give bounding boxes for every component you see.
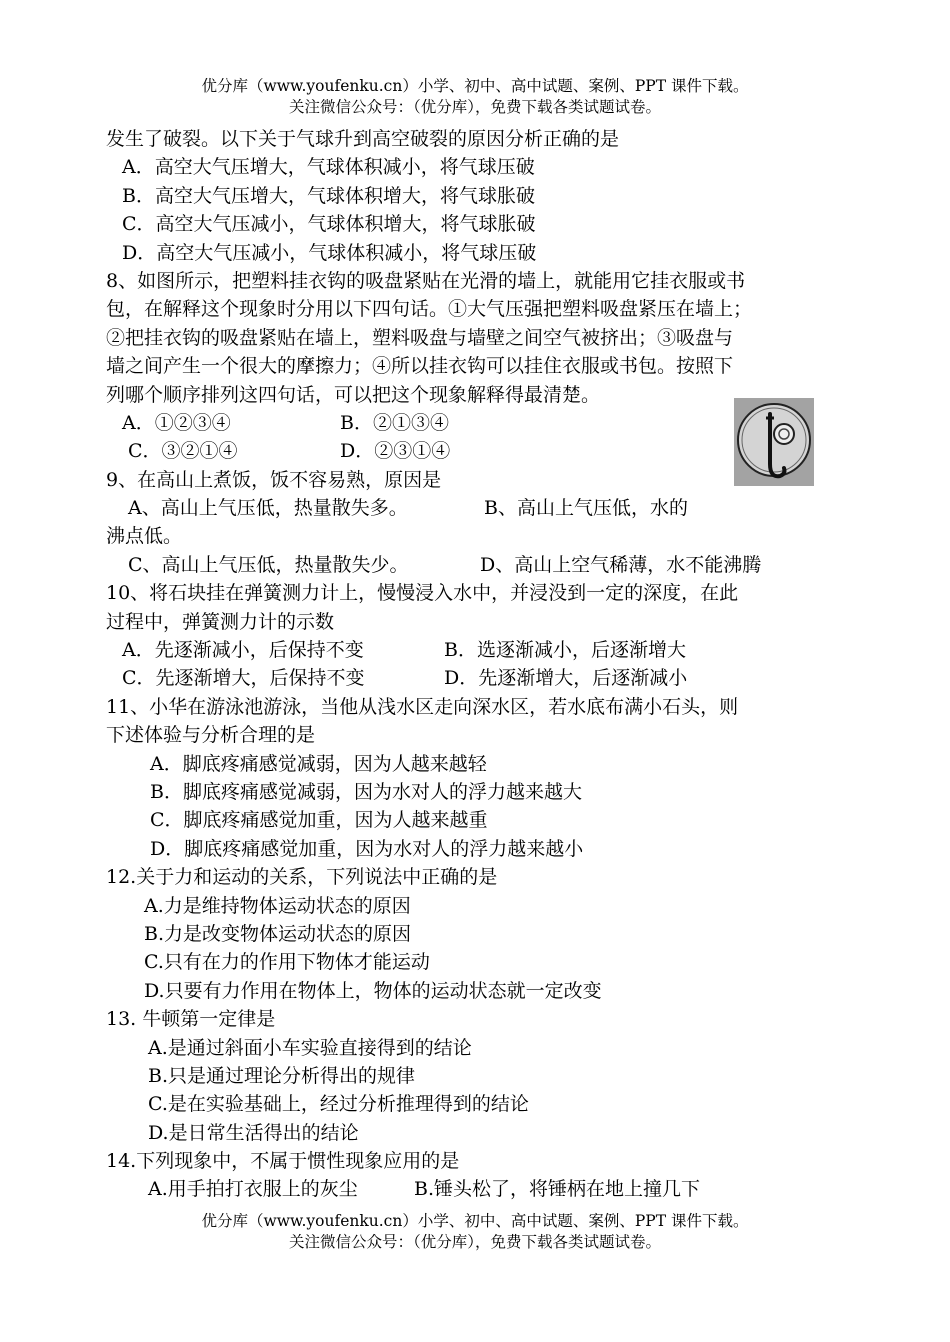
q14-option-b: B.锤头松了，将锤柄在地上撞几下 [414,1178,701,1201]
q11-stem-line-2: 下述体验与分析合理的是 [106,724,316,747]
q12-option-a: A.力是维持物体运动状态的原因 [144,894,411,917]
q9-option-b: B、高山上气压低，水的 [484,497,688,520]
q10-option-a: A．先逐渐减小，后保持不变 [122,639,364,662]
q8-stem-line-3: ②把挂衣钩的吸盘紧贴在墙上，塑料吸盘与墙壁之间空气被挤出；③吸盘与 [106,326,734,349]
q11-stem-line-1: 11、小华在游泳池游泳，当他从浅水区走向深水区，若水底布满小石头，则 [106,695,739,718]
q10-stem-line-2: 过程中，弹簧测力计的示数 [106,610,335,633]
q7-option-c: C．高空大气压减小，气球体积增大，将气球胀破 [122,213,536,236]
q11-option-b: B．脚底疼痛感觉减弱，因为水对人的浮力越来越大 [150,780,582,803]
q8-option-b: B．②①③④ [340,411,449,434]
q9-stem: 9、在高山上煮饭，饭不容易熟，原因是 [106,468,442,491]
q7-option-d: D．高空大气压减小，气球体积减小，将气球压破 [122,241,537,264]
q12-option-c: C.只有在力的作用下物体才能运动 [144,951,430,974]
q7-stem: 发生了破裂。以下关于气球升到高空破裂的原因分析正确的是 [106,128,620,150]
suction-hook-figure [734,398,814,486]
header-line-1: 优分库（www.youfenku.cn）小学、初中、高中试题、案例、PPT 课件下载。 [201,77,749,95]
q10-stem-line-1: 10、将石块挂在弹簧测力计上，慢慢浸入水中，并浸没到一定的深度，在此 [106,582,739,605]
q9-options-row-1 [106,494,846,522]
q13-option-b: B.只是通过理论分析得出的规律 [148,1064,416,1087]
q7-option-b: B．高空大气压增大，气球体积增大，将气球胀破 [122,184,535,207]
q8-option-a: A．①②③④ [122,411,231,434]
q12-option-b: B.力是改变物体运动状态的原因 [144,922,412,945]
q9-option-b-cont: 沸点低。 [106,525,183,548]
q10-options-row-2 [106,664,846,692]
q13-option-c: C.是在实验基础上，经过分析推理得到的结论 [148,1093,529,1116]
suction-hook-icon [734,398,814,486]
q11-option-d: D．脚底疼痛感觉加重，因为水对人的浮力越来越小 [150,837,584,860]
q10-option-b: B．选逐渐减小，后逐渐增大 [444,639,686,662]
page-header [0,76,950,118]
q14-stem: 14.下列现象中，不属于惯性现象应用的是 [106,1150,460,1173]
q8-stem-line-1: 8、如图所示，把塑料挂衣钩的吸盘紧贴在光滑的墙上，就能用它挂衣服或书 [106,269,746,292]
q9-option-a: A、高山上气压低，热量散失多。 [128,497,408,520]
q10-option-d: D．先逐渐增大，后逐渐减小 [444,667,688,690]
q11-option-c: C．脚底疼痛感觉加重，因为人越来越重 [150,809,488,832]
q9-option-c: C、高山上气压低，热量散失少。 [128,553,409,576]
q13-option-d: D.是日常生活得出的结论 [148,1121,359,1144]
q10-options-row-1 [106,636,846,664]
q13-stem: 13. 牛顿第一定律是 [106,1008,276,1031]
header-line-2: 关注微信公众号：（优分库），免费下载各类试题试卷。 [288,98,661,116]
q8-option-c: C．③②①④ [128,440,238,463]
q14-options-row-1 [106,1175,846,1203]
footer-line-1: 优分库（www.youfenku.cn）小学、初中、高中试题、案例、PPT 课件下载。 [201,1212,749,1230]
q8-stem-line-5: 列哪个顺序排列这四句话，可以把这个现象解释得最清楚。 [106,383,601,406]
q8-stem-line-4: 墙之间产生一个很大的摩擦力；④所以挂衣钩可以挂住衣服或书包。按照下 [106,355,734,378]
q8-option-d: D．②③①④ [340,440,451,463]
q11-option-a: A．脚底疼痛感觉减弱，因为人越来越轻 [150,752,487,775]
q12-stem: 12.关于力和运动的关系，下列说法中正确的是 [106,866,498,889]
exam-content [106,125,846,1204]
footer-line-2: 关注微信公众号：（优分库），免费下载各类试题试卷。 [288,1233,661,1251]
q8-stem-line-2: 包，在解释这个现象时分用以下四句话。①大气压强把塑料吸盘紧压在墙上； [106,298,753,321]
q13-option-a: A.是通过斜面小车实验直接得到的结论 [148,1036,472,1059]
q7-option-a: A．高空大气压增大，气球体积减小，将气球压破 [122,156,535,179]
q9-options-row-2 [106,551,846,579]
q10-option-c: C．先逐渐增大，后保持不变 [122,667,365,690]
q9-option-d: D、高山上空气稀薄，水不能沸腾 [480,553,762,576]
q14-option-a: A.用手拍打衣服上的灰尘 [148,1178,358,1201]
q12-option-d: D.只要有力作用在物体上，物体的运动状态就一定改变 [144,979,602,1002]
page-footer [0,1211,950,1253]
